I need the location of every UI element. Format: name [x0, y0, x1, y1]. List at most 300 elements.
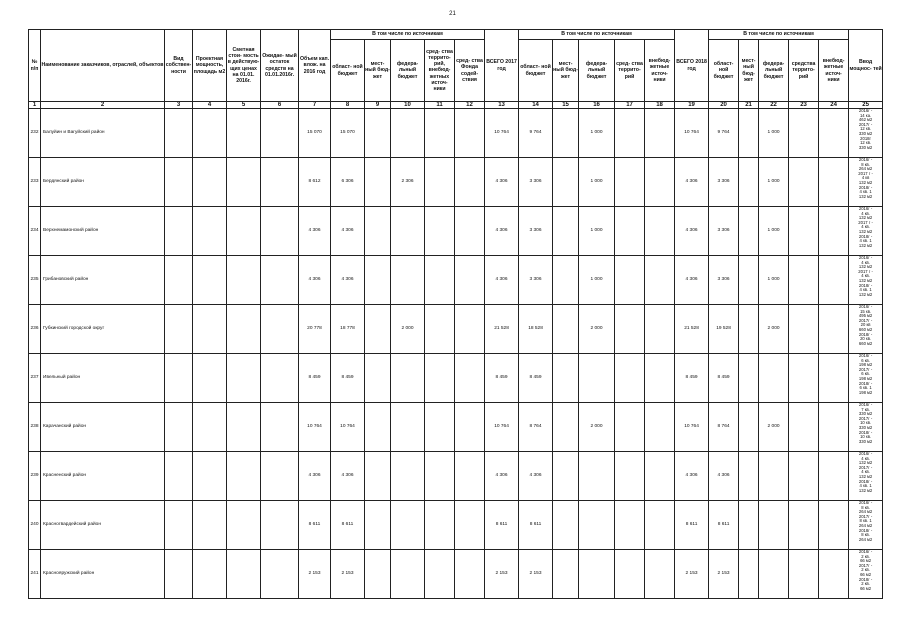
cell-territory18 — [789, 207, 819, 256]
header-territory-2017: сред- ства террито- рий — [615, 40, 645, 102]
cell-kind — [165, 256, 193, 305]
cell-extra17 — [645, 403, 675, 452]
table-row — [29, 305, 883, 354]
cell-volume: 4 306 — [299, 256, 331, 305]
cell-volume: 8 611 — [299, 501, 331, 550]
cell-extra17 — [645, 452, 675, 501]
cell-territory — [425, 256, 455, 305]
cell-total2018: 21 528 — [675, 305, 709, 354]
cell-territory18 — [789, 501, 819, 550]
cell-remainder — [261, 550, 299, 599]
cell-territory — [425, 158, 455, 207]
cell-federal17: 2 000 — [579, 305, 615, 354]
cell-federal — [391, 109, 425, 158]
cell-no: 234 — [29, 207, 41, 256]
cell-territory18 — [789, 550, 819, 599]
cell-territory18 — [789, 158, 819, 207]
cell-volume: 8 612 — [299, 158, 331, 207]
column-number: 15 — [553, 102, 579, 109]
cell-capacity — [193, 403, 227, 452]
cell-territory — [425, 501, 455, 550]
cell-no: 238 — [29, 403, 41, 452]
cell-no: 239 — [29, 452, 41, 501]
cell-territory — [425, 305, 455, 354]
column-number: 20 — [709, 102, 739, 109]
cell-kind — [165, 305, 193, 354]
header-extra-2018: внебюд- жетные источ- ники — [819, 40, 849, 102]
cell-local17 — [553, 109, 579, 158]
cell-federal17: 1 000 — [579, 109, 615, 158]
cell-regional: 4 306 — [331, 452, 365, 501]
cell-remainder — [261, 501, 299, 550]
cell-federal17 — [579, 452, 615, 501]
cell-kind — [165, 501, 193, 550]
cell-federal — [391, 354, 425, 403]
cell-remainder — [261, 452, 299, 501]
cell-estimate — [227, 550, 261, 599]
cell-capacity — [193, 109, 227, 158]
column-number: 24 — [819, 102, 849, 109]
table-row — [29, 207, 883, 256]
cell-name: Балуйин и Вагуйский район — [41, 109, 165, 158]
cell-regional: 4 306 — [331, 256, 365, 305]
cell-local — [365, 354, 391, 403]
cell-local18 — [739, 501, 759, 550]
table-row — [29, 158, 883, 207]
cell-extra17 — [645, 256, 675, 305]
column-number: 2 — [41, 102, 165, 109]
cell-regional17: 18 528 — [519, 305, 553, 354]
cell-local17 — [553, 452, 579, 501]
cell-territory17 — [615, 305, 645, 354]
cell-federal — [391, 501, 425, 550]
cell-total2018: 2 153 — [675, 550, 709, 599]
cell-regional18: 3 306 — [709, 256, 739, 305]
cell-extra17 — [645, 158, 675, 207]
cell-federal18: 1 000 — [759, 256, 789, 305]
cell-remainder — [261, 403, 299, 452]
cell-local — [365, 109, 391, 158]
cell-regional: 8 459 — [331, 354, 365, 403]
cell-territory17 — [615, 256, 645, 305]
header-regional-2017: област- ной бюджет — [519, 40, 553, 102]
cell-local17 — [553, 256, 579, 305]
cell-regional18: 4 306 — [709, 452, 739, 501]
cell-estimate — [227, 109, 261, 158]
cell-volume: 4 306 — [299, 207, 331, 256]
header-total-2017: ВСЕГО 2017 год — [485, 30, 519, 102]
cell-territory — [425, 403, 455, 452]
cell-total2018: 10 764 — [675, 403, 709, 452]
header-group-2017: В том числе по источникам — [519, 30, 675, 40]
cell-name: Грибановский район — [41, 256, 165, 305]
cell-fund — [455, 354, 485, 403]
cell-extra17 — [645, 550, 675, 599]
cell-fund — [455, 109, 485, 158]
cell-fund — [455, 403, 485, 452]
cell-local — [365, 207, 391, 256]
cell-local — [365, 501, 391, 550]
cell-extra18 — [819, 550, 849, 599]
cell-capacity — [193, 354, 227, 403]
cell-volume: 2 153 — [299, 550, 331, 599]
column-number: 12 — [455, 102, 485, 109]
cell-regional18: 3 306 — [709, 207, 739, 256]
table-row — [29, 354, 883, 403]
cell-no: 240 — [29, 501, 41, 550]
cell-federal18: 1 000 — [759, 158, 789, 207]
cell-local18 — [739, 403, 759, 452]
header-extra-2017: внебюд- жетные источ- ники — [645, 40, 675, 102]
column-number: 16 — [579, 102, 615, 109]
cell-kind — [165, 354, 193, 403]
budget-table — [28, 29, 883, 599]
cell-total2018: 10 764 — [675, 109, 709, 158]
header-territory: сред- ства террито- рий, внебюд- жетных источ- ники — [425, 40, 455, 102]
cell-federal17: 1 000 — [579, 207, 615, 256]
cell-federal18 — [759, 501, 789, 550]
cell-regional17: 3 306 — [519, 256, 553, 305]
cell-entry: 2016г - 2 кв. 66 м2 2017г - 2 кв. 66 м2 2018г - 2 кв. 66 м2 — [849, 550, 883, 599]
cell-extra18 — [819, 207, 849, 256]
cell-federal: 2 306 — [391, 158, 425, 207]
cell-estimate — [227, 207, 261, 256]
cell-extra18 — [819, 305, 849, 354]
cell-territory18 — [789, 109, 819, 158]
cell-regional18: 2 153 — [709, 550, 739, 599]
cell-total2017: 8 611 — [485, 501, 519, 550]
cell-federal — [391, 550, 425, 599]
cell-federal — [391, 452, 425, 501]
header-local: мест- ный бюд- жет — [365, 40, 391, 102]
cell-capacity — [193, 501, 227, 550]
cell-kind — [165, 158, 193, 207]
cell-federal18 — [759, 354, 789, 403]
cell-territory18 — [789, 452, 819, 501]
cell-local18 — [739, 354, 759, 403]
cell-total2017: 4 306 — [485, 158, 519, 207]
cell-territory17 — [615, 501, 645, 550]
cell-no: 237 — [29, 354, 41, 403]
cell-regional17: 4 306 — [519, 452, 553, 501]
cell-extra18 — [819, 256, 849, 305]
cell-regional17: 9 764 — [519, 109, 553, 158]
cell-capacity — [193, 256, 227, 305]
cell-regional: 10 764 — [331, 403, 365, 452]
cell-extra18 — [819, 158, 849, 207]
cell-total2017: 2 153 — [485, 550, 519, 599]
cell-total2018: 4 306 — [675, 452, 709, 501]
cell-no: 235 — [29, 256, 41, 305]
cell-regional18: 9 764 — [709, 109, 739, 158]
cell-entry: 2016г - 4 кв. 132 м2 2017 г - 4 кв. 132 м2 2018г - 4 кв. 1 132 м2 — [849, 207, 883, 256]
cell-local18 — [739, 256, 759, 305]
cell-local18 — [739, 207, 759, 256]
cell-estimate — [227, 256, 261, 305]
cell-territory17 — [615, 550, 645, 599]
header-federal: федера- льный бюджет — [391, 40, 425, 102]
cell-entry: 2016г - 8 кв. 264 м2 2017г - 8 кв. 1 264 м2 2018г - 8 кв. 264 м2 — [849, 501, 883, 550]
cell-estimate — [227, 403, 261, 452]
cell-name: Губкинский городской округ — [41, 305, 165, 354]
cell-federal18 — [759, 452, 789, 501]
cell-local — [365, 403, 391, 452]
cell-entry: 2016г - 14 ка. 462 м2 2017г - 12 кв. 330 м2 2018г 12 кв. 330 м2 — [849, 109, 883, 158]
cell-regional17: 8 459 — [519, 354, 553, 403]
cell-local17 — [553, 305, 579, 354]
table-row — [29, 501, 883, 550]
cell-estimate — [227, 354, 261, 403]
cell-fund — [455, 550, 485, 599]
cell-local18 — [739, 109, 759, 158]
table-row — [29, 403, 883, 452]
header-name: Наименование заказчиков, отраслей, объектов — [41, 30, 165, 102]
cell-fund — [455, 158, 485, 207]
cell-federal18: 2 000 — [759, 403, 789, 452]
cell-regional18: 8 611 — [709, 501, 739, 550]
cell-kind — [165, 452, 193, 501]
cell-local18 — [739, 550, 759, 599]
cell-federal18: 1 000 — [759, 207, 789, 256]
cell-territory18 — [789, 354, 819, 403]
cell-territory18 — [789, 305, 819, 354]
cell-local — [365, 452, 391, 501]
table-row — [29, 452, 883, 501]
cell-territory — [425, 207, 455, 256]
header-volume: Объем кап. влож. на 2016 год — [299, 30, 331, 102]
cell-local18 — [739, 158, 759, 207]
column-number: 21 — [739, 102, 759, 109]
cell-extra18 — [819, 354, 849, 403]
cell-regional18: 8 459 — [709, 354, 739, 403]
cell-name: Красногвардейский район — [41, 501, 165, 550]
cell-extra17 — [645, 354, 675, 403]
cell-extra17 — [645, 207, 675, 256]
cell-name: Красненский район — [41, 452, 165, 501]
cell-kind — [165, 403, 193, 452]
cell-no: 233 — [29, 158, 41, 207]
cell-capacity — [193, 550, 227, 599]
cell-territory — [425, 109, 455, 158]
cell-total2017: 10 764 — [485, 403, 519, 452]
cell-fund — [455, 501, 485, 550]
cell-regional: 15 070 — [331, 109, 365, 158]
cell-regional17: 2 153 — [519, 550, 553, 599]
cell-fund — [455, 256, 485, 305]
cell-remainder — [261, 305, 299, 354]
cell-territory17 — [615, 452, 645, 501]
header-capacity: Проектная мощность, площадь м2 — [193, 30, 227, 102]
cell-entry: 2016г - 4 кв. 132 м2 2017г - 4 кв. 132 м2 2018г - 4 кв. 1 132 м2 — [849, 452, 883, 501]
cell-capacity — [193, 452, 227, 501]
cell-no: 236 — [29, 305, 41, 354]
header-group-2018: В том числе по источникам — [709, 30, 849, 40]
cell-territory17 — [615, 158, 645, 207]
cell-regional17: 3 306 — [519, 207, 553, 256]
cell-extra17 — [645, 501, 675, 550]
cell-volume: 10 764 — [299, 403, 331, 452]
cell-entry: 2016г - 8 кв. 264 м2 2017 г - 4 кв 132 м2 2018г - 4 кв. 1 132 м2 — [849, 158, 883, 207]
header-federal-2018: федера- льный бюджет — [759, 40, 789, 102]
cell-name: Бердянский район — [41, 158, 165, 207]
cell-extra18 — [819, 452, 849, 501]
cell-total2017: 4 306 — [485, 207, 519, 256]
cell-regional: 4 306 — [331, 207, 365, 256]
cell-volume: 8 459 — [299, 354, 331, 403]
cell-total2017: 4 306 — [485, 256, 519, 305]
cell-federal: 2 000 — [391, 305, 425, 354]
cell-kind — [165, 550, 193, 599]
cell-fund — [455, 305, 485, 354]
cell-remainder — [261, 207, 299, 256]
cell-territory18 — [789, 403, 819, 452]
header-entry: Ввод мощнос- тей — [849, 30, 883, 102]
cell-capacity — [193, 158, 227, 207]
table-row — [29, 256, 883, 305]
column-number-row — [29, 102, 883, 109]
column-number: 23 — [789, 102, 819, 109]
cell-local17 — [553, 158, 579, 207]
cell-extra17 — [645, 305, 675, 354]
header-federal-2017: федера- льный бюджет — [579, 40, 615, 102]
cell-federal17 — [579, 354, 615, 403]
cell-territory17 — [615, 109, 645, 158]
cell-volume: 20 778 — [299, 305, 331, 354]
cell-kind — [165, 207, 193, 256]
cell-regional17: 3 306 — [519, 158, 553, 207]
cell-remainder — [261, 256, 299, 305]
cell-regional: 6 306 — [331, 158, 365, 207]
cell-estimate — [227, 501, 261, 550]
cell-local17 — [553, 207, 579, 256]
column-number: 8 — [331, 102, 365, 109]
cell-federal17 — [579, 501, 615, 550]
column-number: 19 — [675, 102, 709, 109]
header-total-2018: ВСЕГО 2018 год — [675, 30, 709, 102]
header-territory-2018: средства террито- рий — [789, 40, 819, 102]
cell-territory17 — [615, 207, 645, 256]
column-number: 18 — [645, 102, 675, 109]
cell-local17 — [553, 501, 579, 550]
cell-federal — [391, 403, 425, 452]
cell-territory — [425, 354, 455, 403]
cell-federal17: 2 000 — [579, 403, 615, 452]
cell-no: 232 — [29, 109, 41, 158]
cell-regional: 2 153 — [331, 550, 365, 599]
column-number: 9 — [365, 102, 391, 109]
cell-federal17: 1 000 — [579, 158, 615, 207]
cell-entry: 2016г - 4 кв. 132 м2 2017 г - 4 кв. 132 м2 2018г - 4 кв. 1 132 м2 — [849, 256, 883, 305]
cell-no: 241 — [29, 550, 41, 599]
cell-volume: 15 070 — [299, 109, 331, 158]
column-number: 3 — [165, 102, 193, 109]
cell-territory18 — [789, 256, 819, 305]
cell-total2018: 8 459 — [675, 354, 709, 403]
column-number: 17 — [615, 102, 645, 109]
cell-local17 — [553, 354, 579, 403]
column-number: 4 — [193, 102, 227, 109]
cell-local18 — [739, 305, 759, 354]
column-number: 13 — [485, 102, 519, 109]
cell-extra17 — [645, 109, 675, 158]
table-row — [29, 550, 883, 599]
cell-federal — [391, 256, 425, 305]
cell-local18 — [739, 452, 759, 501]
cell-extra18 — [819, 403, 849, 452]
header-regional: област- ной бюджет — [331, 40, 365, 102]
header-local-2018: мест- ный бюд- жет — [739, 40, 759, 102]
cell-territory — [425, 550, 455, 599]
cell-total2017: 10 764 — [485, 109, 519, 158]
header-no: № п/п — [29, 30, 41, 102]
cell-volume: 4 306 — [299, 452, 331, 501]
cell-estimate — [227, 305, 261, 354]
page-number: 21 — [449, 11, 456, 17]
cell-name: Краснояружский район — [41, 550, 165, 599]
cell-capacity — [193, 305, 227, 354]
cell-federal — [391, 207, 425, 256]
header-kind: Вид собствен- ности — [165, 30, 193, 102]
cell-fund — [455, 207, 485, 256]
cell-remainder — [261, 109, 299, 158]
cell-territory17 — [615, 403, 645, 452]
table-row — [29, 109, 883, 158]
cell-territory — [425, 452, 455, 501]
column-number: 6 — [261, 102, 299, 109]
cell-remainder — [261, 354, 299, 403]
cell-local — [365, 158, 391, 207]
cell-federal18 — [759, 550, 789, 599]
cell-territory17 — [615, 354, 645, 403]
header-fund: сред- ства Фонда содей- ствия — [455, 40, 485, 102]
cell-fund — [455, 452, 485, 501]
column-number: 22 — [759, 102, 789, 109]
column-number: 11 — [425, 102, 455, 109]
cell-local — [365, 550, 391, 599]
cell-regional: 8 611 — [331, 501, 365, 550]
cell-federal17 — [579, 550, 615, 599]
cell-local — [365, 305, 391, 354]
cell-regional18: 8 764 — [709, 403, 739, 452]
header-regional-2018: област- ной бюджет — [709, 40, 739, 102]
column-number: 14 — [519, 102, 553, 109]
cell-regional18: 19 528 — [709, 305, 739, 354]
cell-capacity — [193, 207, 227, 256]
header-local-2017: мест- ный бюд- жет — [553, 40, 579, 102]
header-remainder: Ожидае- мый остаток средств на 01.01.2016г. — [261, 30, 299, 102]
column-number: 5 — [227, 102, 261, 109]
cell-name: Верхнемамонский район — [41, 207, 165, 256]
cell-total2017: 21 528 — [485, 305, 519, 354]
cell-entry: 2016г - 15 кв. 495 м2 2017г - 20 кв 660 м2 2018г - 20 кв. 660 м2 — [849, 305, 883, 354]
cell-entry: 2016г - 6 кв. 198 м2 2017г - 6 кв. 198 м2 2018г - 6 кв. 1 198 м2 — [849, 354, 883, 403]
cell-total2018: 4 306 — [675, 207, 709, 256]
cell-total2017: 4 306 — [485, 452, 519, 501]
cell-total2017: 8 459 — [485, 354, 519, 403]
cell-estimate — [227, 452, 261, 501]
cell-federal18: 1 000 — [759, 109, 789, 158]
cell-name: Карачанский район — [41, 403, 165, 452]
cell-total2018: 8 611 — [675, 501, 709, 550]
cell-regional18: 3 306 — [709, 158, 739, 207]
cell-remainder — [261, 158, 299, 207]
cell-regional17: 8 611 — [519, 501, 553, 550]
cell-local17 — [553, 550, 579, 599]
cell-name: Ивельный район — [41, 354, 165, 403]
column-number: 10 — [391, 102, 425, 109]
header-estimate: Сметная стои- мость в действую- щих ценах на 01.01. 2016г. — [227, 30, 261, 102]
cell-estimate — [227, 158, 261, 207]
